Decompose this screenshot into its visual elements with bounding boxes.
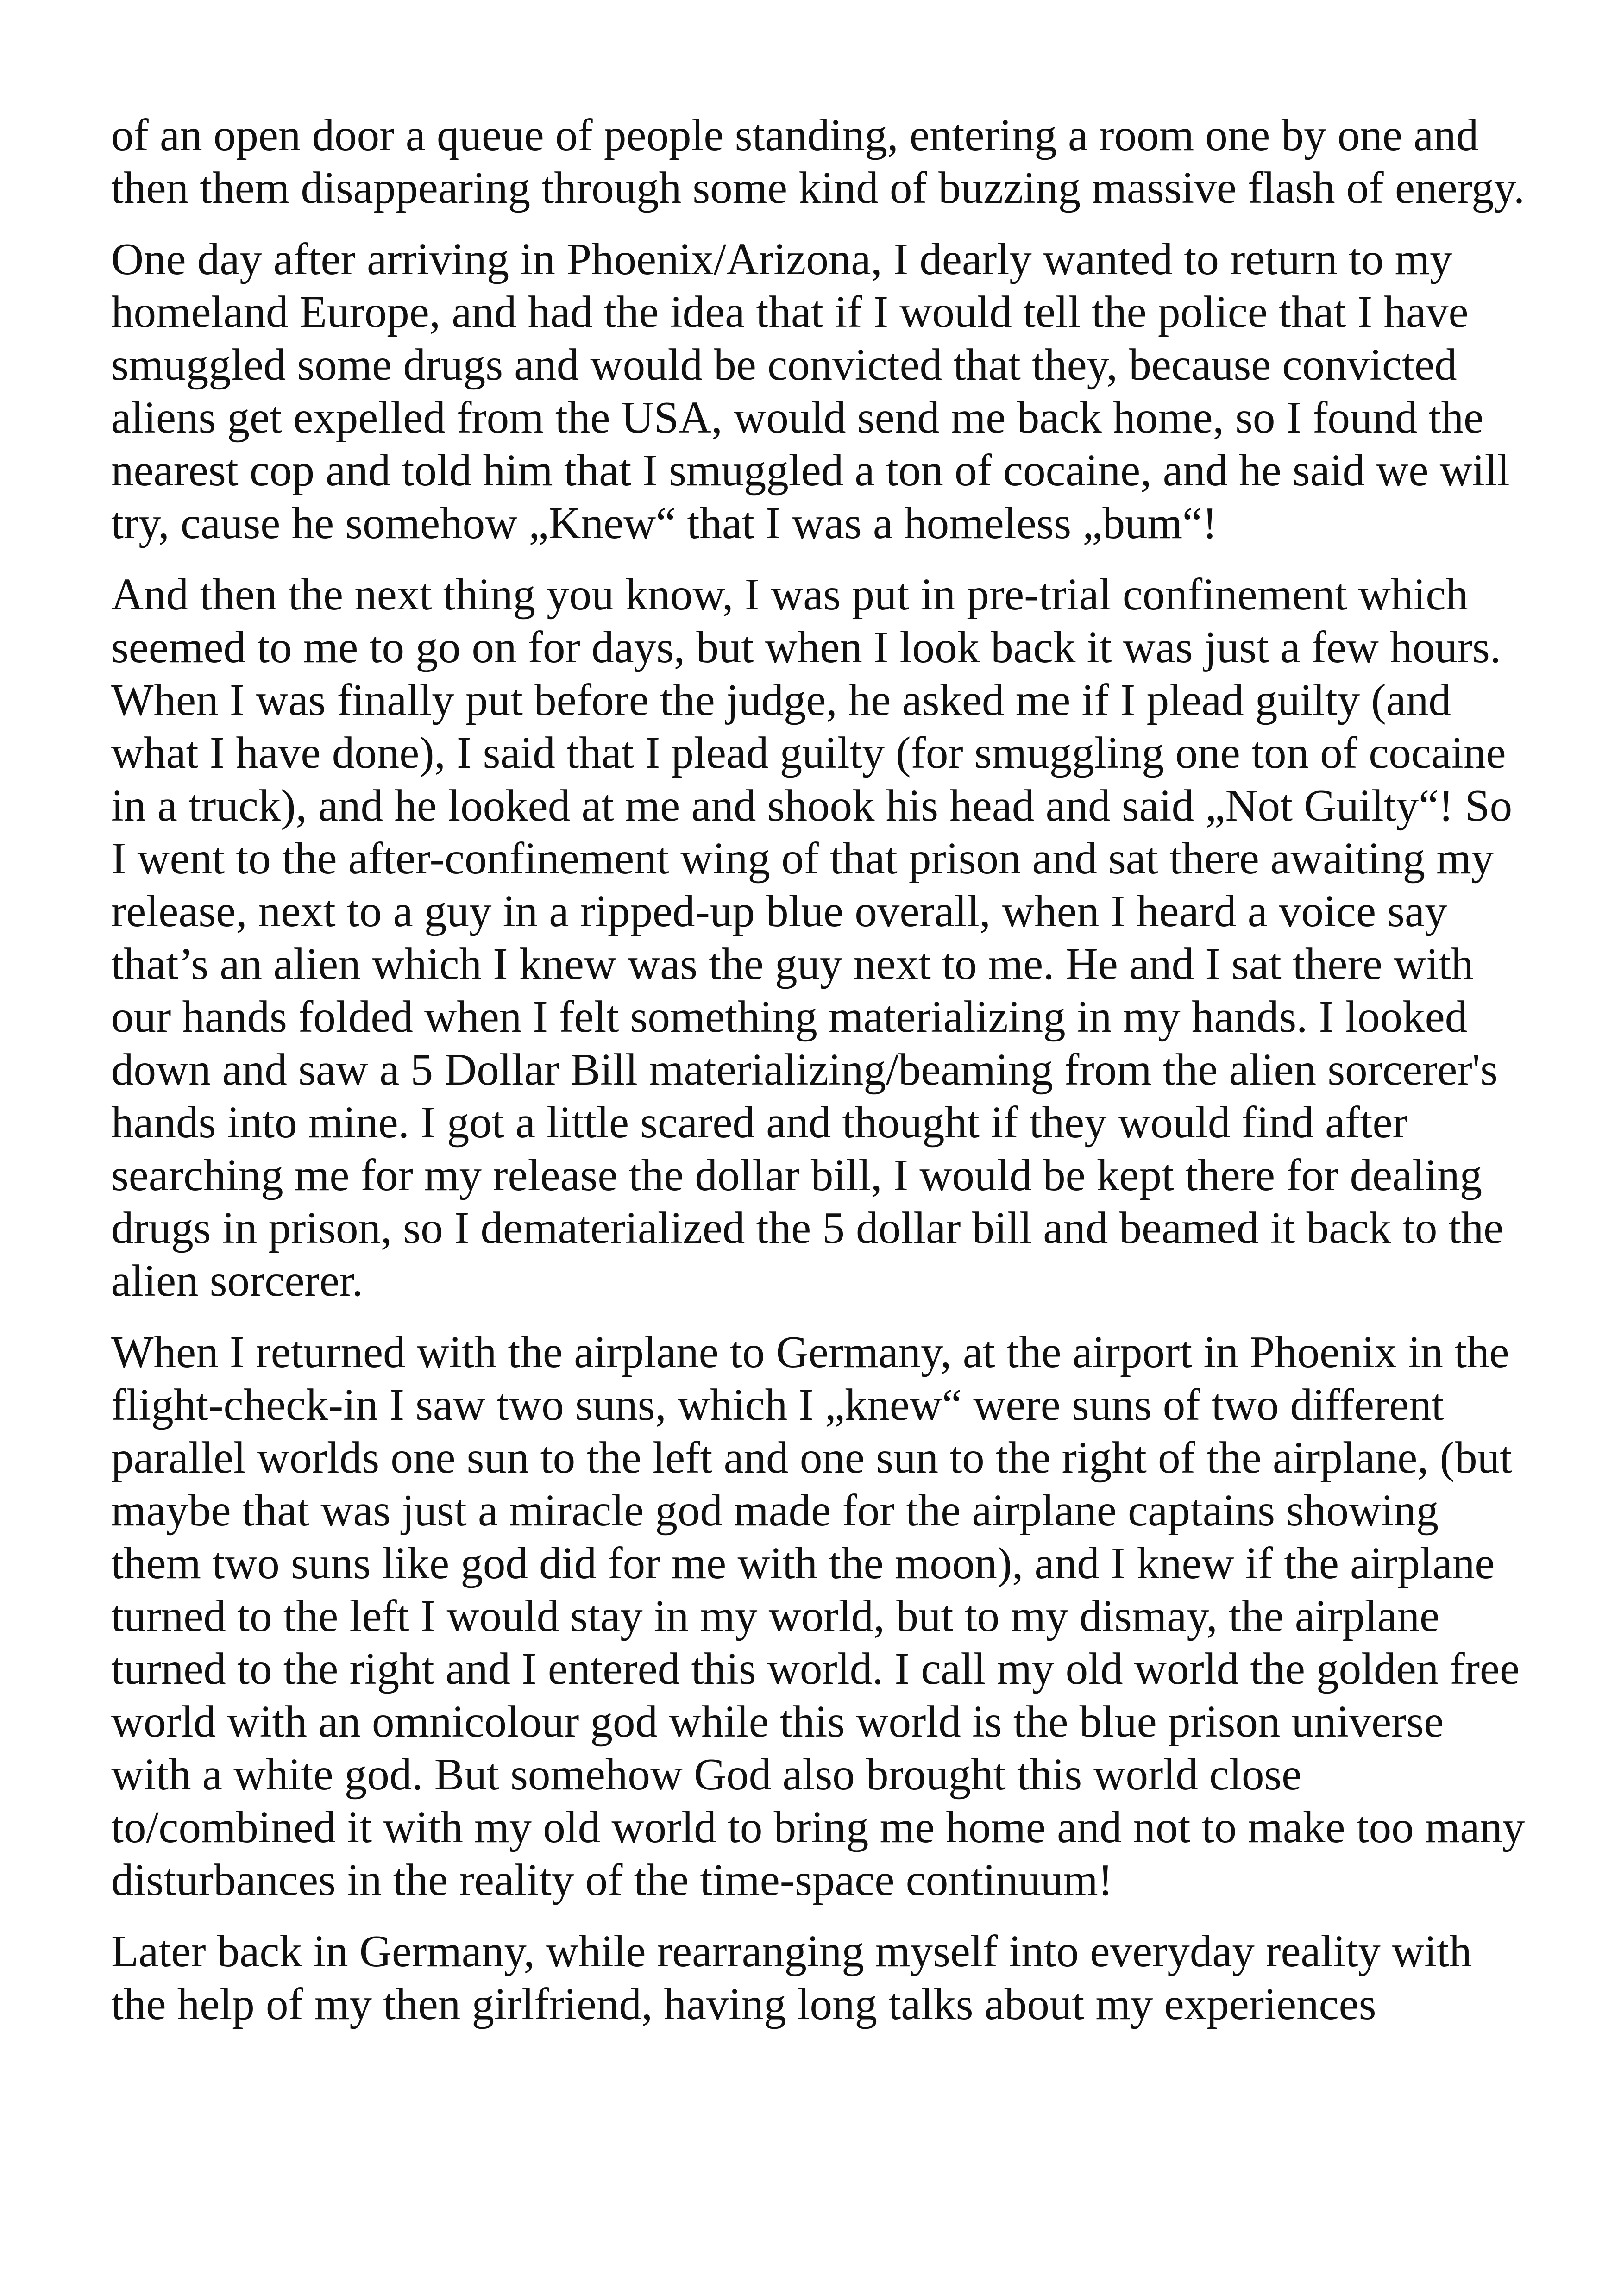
paragraph: And then the next thing you know, I was put in pre-trial confinement which seemed to me to go on for days, but when I look back it was just a few hours. When I was finally put before the judge, he asked me if I plead guilty (and what I have done), I said that I plead guilty (for smuggling one ton of cocaine in a truck), and he looked at me and shook his head and said „Not Guilty“! So I went to the after-confinement wing of that prison and sat there awaiting my release, next to a guy in a ripped-up blue overall, when I heard a voice say that’s an alien which I knew was the guy next to me. He and I sat there with our hands folded when I felt something materializing in my hands. I looked down and saw a 5 Dollar Bill materializing/beaming from the alien sorcerer's hands into mine. I got a little scared and thought if they would find after searching me for my release the dollar bill, I would be kept there for dealing drugs in prison, so I dematerialized the 5 dollar bill and beamed it back to the alien sorcerer.	[111, 570, 1513, 1305]
document-page	[111, 109, 1528, 2049]
paragraph: of an open door a queue of people standing, entering a room one by one and then them disappearing through some kind of buzzing massive flash of energy.	[111, 110, 1525, 213]
paragraph: When I returned with the airplane to Germany, at the airport in Phoenix in the flight-check-in I saw two suns, which I „knew“ were suns of two different parallel worlds one sun to the left and one sun to the right of the airplane, (but maybe that was just a miracle god made for the airplane captains showing them two suns like god did for me with the moon), and I knew if the airplane turned to the left I would stay in my world, but to my dismay, the airplane turned to the right and I entered this world. I call my old world the golden free world with an omnicolour god while this world is the blue prison universe with a white god. But somehow God also brought this world close to/combined it with my old world to bring me home and not to make too many disturbances in the reality of the time-space continuum!	[111, 1327, 1525, 1905]
paragraph: Later back in Germany, while rearranging myself into everyday reality with the help of my then girlfriend, having long talks about my experiences	[111, 1926, 1472, 2029]
paragraph: One day after arriving in Phoenix/Arizona, I dearly wanted to return to my homeland Europe, and had the idea that if I would tell the police that I have smuggled some drugs and would be convicted that they, because convicted aliens get expelled from the USA, would send me back home, so I found the nearest cop and told him that I smuggled a ton of cocaine, and he said we will try, cause he somehow „Knew“ that I was a homeless „bum“!	[111, 234, 1510, 548]
